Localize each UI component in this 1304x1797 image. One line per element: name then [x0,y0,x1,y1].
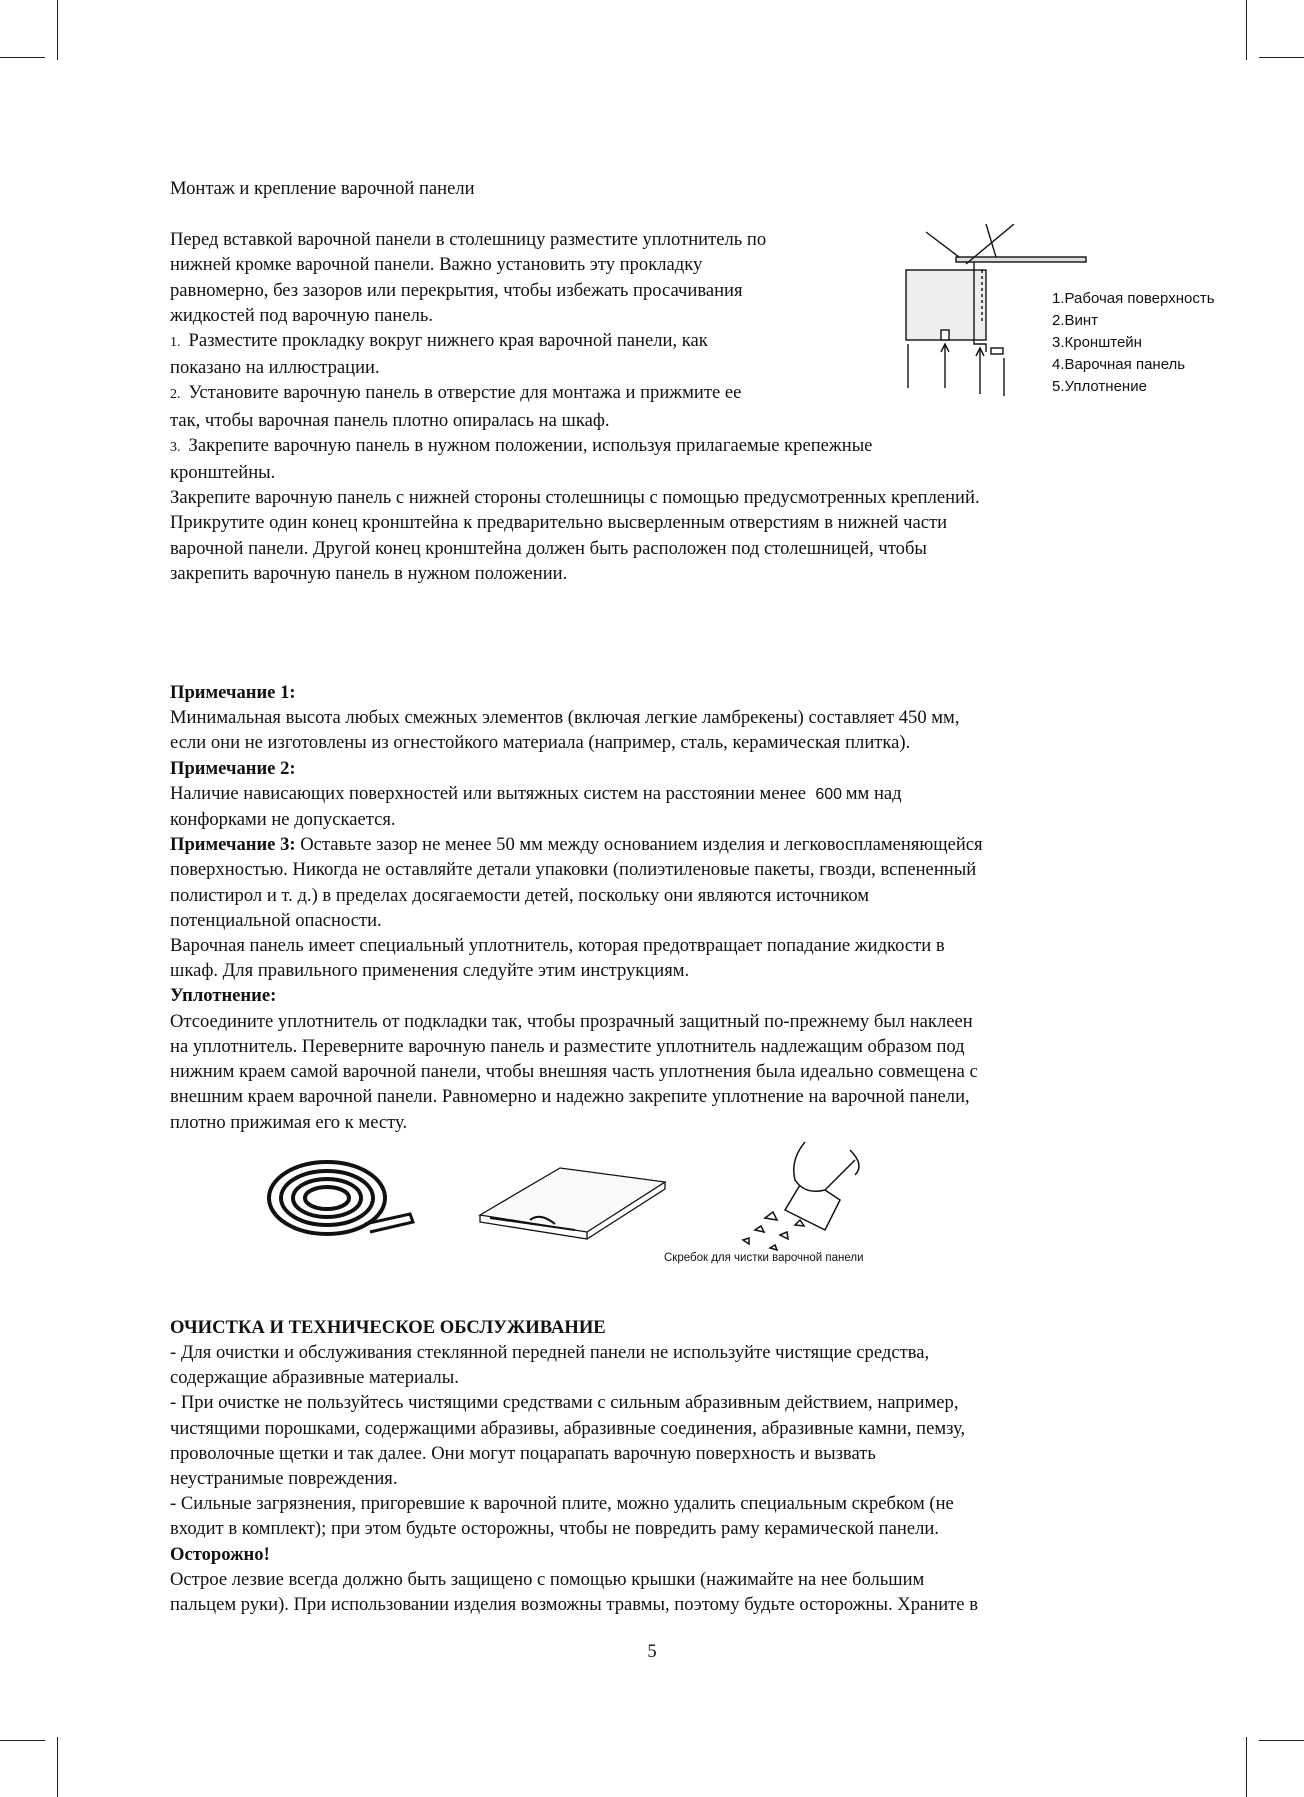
note-line: потенциальной опасности. [170,909,382,931]
section-title: Монтаж и крепление варочной панели [170,178,475,199]
cleaning-line: проволочные щетки и так далее. Они могут поцарапать варочную поверхность и вызвать [170,1442,876,1464]
cleaning-section [170,1315,1140,1542]
hob-plate-illustration [480,1168,665,1239]
note-2 [170,756,1140,833]
crop-mark-bl-h [0,1740,45,1741]
cleaning-line: чистящими порошками, содержащими абразивы, абразивные соединения, абразивные камни, пемзу, [170,1417,966,1439]
crop-mark-tr-h [1259,57,1304,58]
step-number: 3. [170,439,181,455]
step-3 [170,433,1140,485]
seal-intro-line: шкаф. Для правильного применения следуйте этим инструкциям. [170,960,690,982]
caution-section [170,1542,1140,1618]
note-1 [170,680,1140,756]
cleaning-heading: ОЧИСТКА И ТЕХНИЧЕСКОЕ ОБСЛУЖИВАНИЕ [170,1316,606,1338]
caution-line: пальцем руки). При использовании изделия возможны травмы, поэтому будьте осторожны. Храните в [170,1593,978,1615]
crop-mark-tr-v [1246,0,1247,60]
step-number: 1. [170,335,181,351]
crop-mark-br-h [1259,1740,1304,1741]
step-text: Закрепите варочную панель в нужном положении, используя прилагаемые крепежные [188,434,873,456]
cleaning-line: входит в комплект); при этом будьте осторожны, чтобы не повредить раму керамической панели. [170,1518,939,1540]
seal-intro-line: Варочная панель имеет специальный уплотнитель, которая предотвращает попадание жидкости в [170,935,945,957]
note-3 [170,832,1140,933]
fix-paragraph [170,485,1140,586]
legend-item: 1.Рабочая поверхность [1052,290,1215,307]
seal-line: Отсоедините уплотнитель от подкладки так, чтобы прозрачный защитный по-прежнему был наклеен [170,1010,973,1032]
legend-item: 2.Винт [1052,312,1099,329]
note-line: конфорками не допускается. [170,809,396,831]
legend-item: 5.Уплотнение [1052,378,1147,395]
caution-line: Острое лезвие всегда должно быть защищено с помощью крышки (нажимайте на нее большим [170,1568,925,1590]
crop-mark-br-v [1246,1737,1247,1797]
seal-line: на уплотнитель. Переверните варочную панель и разместите уплотнитель надлежащим образом под [170,1035,965,1057]
fix-line: закрепить варочную панель в нужном положении. [170,562,568,584]
cleaning-line: - Для очистки и обслуживания стеклянной передней панели не используйте чистящие средства, [170,1341,930,1363]
note-unit: мм над [845,782,902,804]
intro-line: жидкостей под варочную панель. [170,304,434,326]
fix-line: Прикрутите один конец кронштейна к предварительно высверленным отверстиям в нижней части [170,512,948,534]
crop-mark-tl-h [0,57,45,58]
seal-line: нижним краем самой варочной панели, чтобы внешняя часть уплотнения была идеально совмещена с [170,1061,978,1083]
seal-intro [170,933,1140,983]
cleaning-line: содержащие абразивные материалы. [170,1367,459,1389]
note-line: если они не изготовлены из огнестойкого материала (например, сталь, керамическая плитка). [170,732,911,754]
crop-mark-bl-v [57,1737,58,1797]
intro-line: нижней кромке варочной панели. Важно установить эту прокладку [170,254,703,276]
seal-section [170,983,1140,1134]
intro-line: равномерно, без зазоров или перекрытия, чтобы избежать просачивания [170,279,743,301]
page-number: 5 [647,1641,657,1662]
caution-heading: Осторожно! [170,1543,270,1565]
note-line: полистирол и т. д.) в пределах досягаемости детей, поскольку они являются источником [170,884,870,906]
seal-heading: Уплотнение: [170,985,277,1007]
distance-value: 600 [815,785,843,803]
note-line: Оставьте зазор не менее 50 мм между основанием изделия и легковоспламеняющейся [300,834,983,856]
legend-item: 3.Кронштейн [1052,334,1142,351]
step-number: 2. [170,387,181,403]
scraper-illustration [743,1142,859,1250]
seal-roll-illustration [269,1162,413,1234]
crop-mark-tl-v [57,0,58,60]
legend-item: 4.Варочная панель [1052,356,1186,373]
note-heading: Примечание 1: [170,682,296,704]
fix-line: варочной панели. Другой конец кронштейна должен быть расположен под столешницей, чтобы [170,537,927,559]
intro-line: Перед вставкой варочной панели в столешницу разместите уплотнитель по [170,229,767,251]
intro-paragraph [170,227,890,328]
seal-line: плотно прижимая его к месту. [170,1111,408,1133]
step-text: кронштейны. [170,462,276,484]
note-heading: Примечание 2: [170,757,296,779]
step-text: Установите варочную панель в отверстие для монтажа и прижмите ее [188,382,742,404]
fix-line: Закрепите варочную панель с нижней стороны столешницы с помощью предусмотренных креплений. [170,487,980,509]
scraper-caption: Скребок для чистки варочной панели [664,1252,864,1264]
cleaning-line: неустранимые повреждения. [170,1467,398,1489]
step-text: показано на иллюстрации. [170,357,380,379]
note-heading: Примечание 3: [170,834,296,856]
step-text: так, чтобы варочная панель плотно опиралась на шкаф. [170,409,610,431]
cleaning-line: - Сильные загрязнения, пригоревшие к варочной плите, можно удалить специальным скребком (не [170,1493,954,1515]
seal-line: внешним краем варочной панели. Равномерно и надежно закрепите уплотнение на варочной панели, [170,1086,970,1108]
note-line: поверхностью. Никогда не оставляйте детали упаковки (полиэтиленовые пакеты, гвозди, вспененный [170,859,977,881]
cleaning-line: - При очистке не пользуйтесь чистящими средствами с сильным абразивным действием, например, [170,1392,959,1414]
diagram-legend [1052,288,1215,398]
note-line: Наличие нависающих поверхностей или вытяжных систем на расстоянии менее [170,782,807,804]
step-text: Разместите прокладку вокруг нижнего края варочной панели, как [188,330,708,352]
note-line: Минимальная высота любых смежных элементов (включая легкие ламбрекены) составляет 450 мм, [170,707,960,729]
